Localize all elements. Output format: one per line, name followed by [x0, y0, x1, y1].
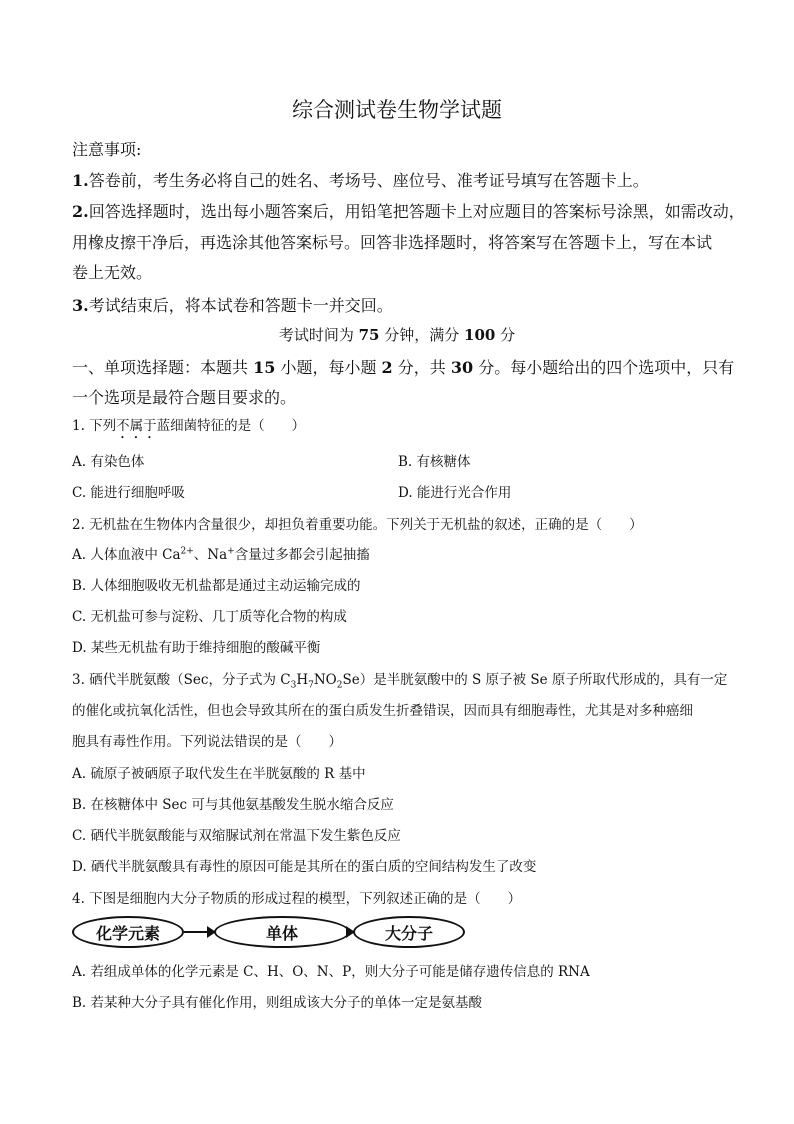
diagram-node-monomer: 单体: [214, 916, 350, 948]
note-3: [72, 293, 393, 316]
exam-info-text: 考试时间为: [278, 326, 359, 344]
question-2-option-b: B. 人体细胞吸收无机盐都是通过主动运输完成的: [72, 578, 361, 594]
subscript: 7: [308, 680, 314, 691]
note-2: [72, 199, 745, 222]
stem-text: 蓝细菌特征的是（ ）: [156, 418, 306, 434]
stem-text: 3. 硒代半胱氨酸（Sec，分子式为 C: [72, 672, 291, 688]
question-1-option-a: A. 有染色体: [72, 454, 145, 470]
points-total: 30: [450, 358, 474, 377]
question-3-stem-line-1: [72, 668, 727, 691]
diagram-node-macromolecule: 大分子: [353, 916, 465, 948]
question-1-option-c: C. 能进行细胞呼吸: [72, 485, 185, 501]
emphasized-text: 不属于: [116, 418, 157, 434]
arrow-right-icon: [184, 931, 214, 933]
option-text: 、Na: [193, 547, 228, 563]
question-4-option-b: B. 若某种大分子具有催化作用，则组成该大分子的单体一定是氨基酸: [72, 995, 483, 1011]
points-each: 2: [381, 358, 393, 377]
exam-time: 75: [358, 326, 380, 344]
exam-info-text: 分钟，满分: [379, 326, 465, 344]
section-1-heading-line-2: 一个选项是最符合题目要求的。: [72, 388, 297, 407]
question-3-option-d: D. 硒代半胱氨酸具有毒性的原因可能是其所在的蛋白质的空间结构发生了改变: [72, 859, 537, 875]
question-4-option-a: A. 若组成单体的化学元素是 C、H、O、N、P，则大分子可能是储存遗传信息的 RNA: [72, 964, 590, 980]
section-text: 分。每小题给出的四个选项中，只有: [473, 358, 735, 377]
question-3-option-c: C. 硒代半胱氨酸能与双缩脲试剂在常温下发生紫色反应: [72, 828, 401, 844]
section-1-heading: [72, 355, 734, 378]
note-1: [72, 168, 649, 191]
diagram-node-elements: 化学元素: [72, 916, 184, 948]
exam-score: 100: [464, 326, 496, 344]
subscript: 3: [290, 680, 297, 691]
question-3-stem-line-3: 胞具有毒性作用。下列说法错误的是（ ）: [72, 734, 342, 750]
stem-text: NO: [313, 672, 337, 688]
note-1-number: 1.: [72, 171, 89, 190]
note-2-line-1: 回答选择题时，选出每小题答案后，用铅笔把答题卡上对应题目的答案标号涂黑，如需改动，: [88, 202, 745, 221]
question-2-stem: 2. 无机盐在生物体内含量很少，却担负着重要功能。下列关于无机盐的叙述，正确的是（ ）: [72, 517, 643, 533]
question-1-stem: [72, 414, 305, 442]
question-2-option-a: [72, 543, 370, 563]
section-text: 分，共: [392, 358, 451, 377]
note-3-text: 考试结束后，将本试卷和答题卡一并交回。: [88, 296, 393, 315]
superscript: +: [227, 546, 235, 557]
stem-text: 1. 下列: [72, 418, 117, 434]
stem-text: H: [296, 672, 309, 688]
exam-info-text: 分: [495, 326, 516, 344]
section-text: 小题，每小题: [275, 358, 382, 377]
notes-heading: 注意事项:: [72, 140, 142, 159]
option-text: 含量过多都会引起抽搐: [234, 547, 370, 563]
subscript: 2: [336, 680, 343, 691]
question-1-option-d: D. 能进行光合作用: [398, 485, 512, 501]
question-3-option-a: A. 硫原子被硒原子取代发生在半胱氨酸的 R 基中: [72, 766, 366, 782]
section-text: 一、单项选择题：本题共: [72, 358, 254, 377]
stem-text: Se）是半胱氨酸中的 S 原子被 Se 原子所取代形成的，具有一定: [342, 672, 728, 688]
question-1-option-b: B. 有核糖体: [398, 454, 471, 470]
question-4-stem: 4. 下图是细胞内大分子物质的形成过程的模型，下列叙述正确的是（ ）: [72, 891, 522, 907]
question-count: 15: [253, 358, 276, 377]
question-2-option-c: C. 无机盐可参与淀粉、几丁质等化合物的构成: [72, 609, 347, 625]
note-3-number: 3.: [72, 296, 89, 315]
note-2-number: 2.: [72, 202, 89, 221]
note-1-text: 答卷前，考生务必将自己的姓名、考场号、座位号、准考证号填写在答题卡上。: [88, 171, 649, 190]
question-3-option-b: B. 在核糖体中 Sec 可与其他氨基酸发生脱水缩合反应: [72, 797, 394, 813]
exam-info: [0, 324, 794, 345]
question-3-stem-line-2: 的催化或抗氧化活性，但也会导致其所在的蛋白质发生折叠错误，因而具有细胞毒性，尤其是对多种癌细: [72, 703, 693, 719]
superscript: 2+: [180, 546, 194, 557]
page-title: 综合测试卷生物学试题: [292, 98, 502, 122]
question-2-option-d: D. 某些无机盐有助于维持细胞的酸碱平衡: [72, 640, 321, 656]
option-text: A. 人体血液中 Ca: [72, 547, 181, 563]
note-2-line-3: 卷上无效。: [72, 263, 153, 282]
note-2-line-2: 用橡皮擦干净后，再选涂其他答案标号。回答非选择题时，将答案写在答题卡上，写在本试: [72, 233, 713, 252]
